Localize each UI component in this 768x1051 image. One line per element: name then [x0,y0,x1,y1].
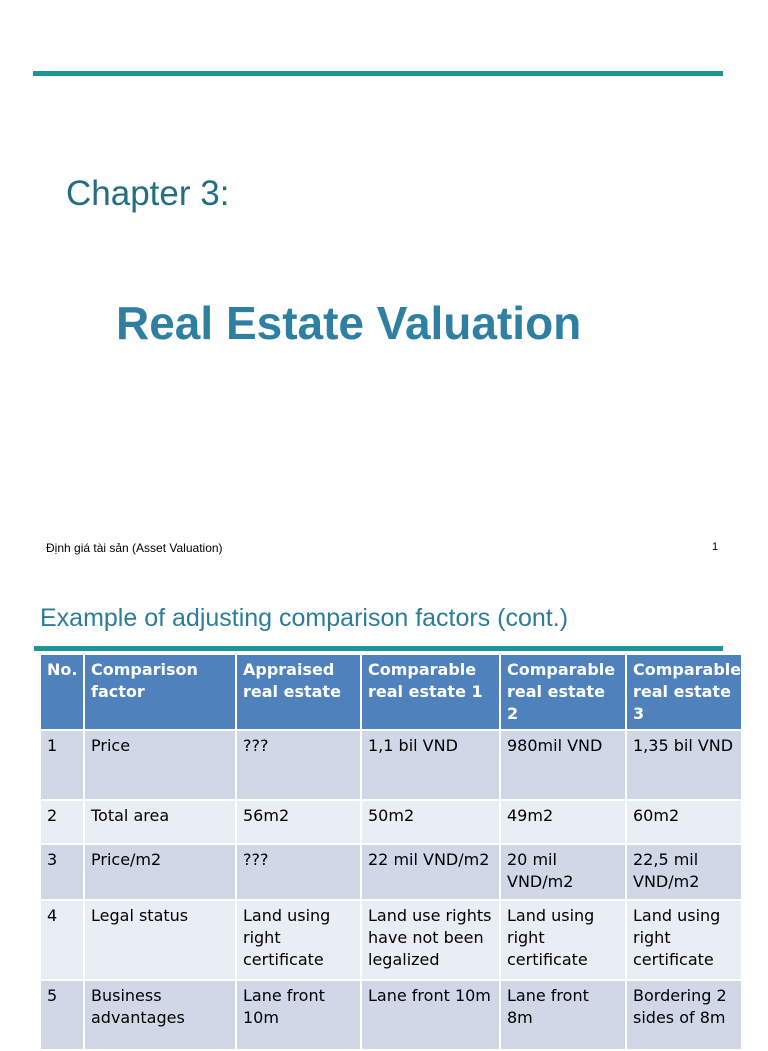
table-cell: 20 mil VND/m2 [500,844,626,900]
header-comparable-3: Comparable real estate 3 [626,654,742,730]
header-comparable-1: Comparable real estate 1 [361,654,500,730]
table-row [40,900,742,980]
table-cell: Land using right certificate [626,900,742,980]
table-cell: Land using right certificate [236,900,361,980]
section-accent-rule [34,646,723,651]
table-cell: 22,5 mil VND/m2 [626,844,742,900]
table-cell: 49m2 [500,800,626,844]
table-cell: 50m2 [361,800,500,844]
table-cell: 56m2 [236,800,361,844]
table-cell: Lane front 10m [236,980,361,1050]
table-cell: 1 [40,730,84,800]
table-row [40,844,742,900]
slide-main-title: Real Estate Valuation [116,297,582,349]
table-cell: 3 [40,844,84,900]
header-comparable-2: Comparable real estate 2 [500,654,626,730]
table-cell: Lane front 10m [361,980,500,1050]
table-cell: 980mil VND [500,730,626,800]
table-cell: 2 [40,800,84,844]
header-appraised: Appraised real estate [236,654,361,730]
table-cell: ??? [236,844,361,900]
table-cell: Price/m2 [84,844,236,900]
table-cell: Land using right certificate [500,900,626,980]
table-row [40,980,742,1050]
header-comparison-factor: Comparison factor [84,654,236,730]
table-cell: 60m2 [626,800,742,844]
table-cell: Price [84,730,236,800]
table-cell: Business advantages [84,980,236,1050]
table-row [40,730,742,800]
table-cell: Bordering 2 sides of 8m [626,980,742,1050]
header-no: No. [40,654,84,730]
table-cell: ??? [236,730,361,800]
table-header-row [40,654,742,730]
table-cell: Legal status [84,900,236,980]
slide-footer-text: Định giá tài sản (Asset Valuation) [46,541,223,555]
table-cell: 1,1 bil VND [361,730,500,800]
slide-section-title: Example of adjusting comparison factors (cont.) [40,604,569,632]
table-cell: 5 [40,980,84,1050]
table-cell: 1,35 bil VND [626,730,742,800]
comparison-table [39,653,743,1051]
table-cell: Lane front 8m [500,980,626,1050]
top-accent-rule [33,71,723,76]
slide-page-number: 1 [712,541,719,553]
chapter-label: Chapter 3: [66,174,230,213]
table-cell: 22 mil VND/m2 [361,844,500,900]
table-cell: Total area [84,800,236,844]
table-cell: 4 [40,900,84,980]
table-row [40,800,742,844]
table-cell: Land use rights have not been legalized [361,900,500,980]
